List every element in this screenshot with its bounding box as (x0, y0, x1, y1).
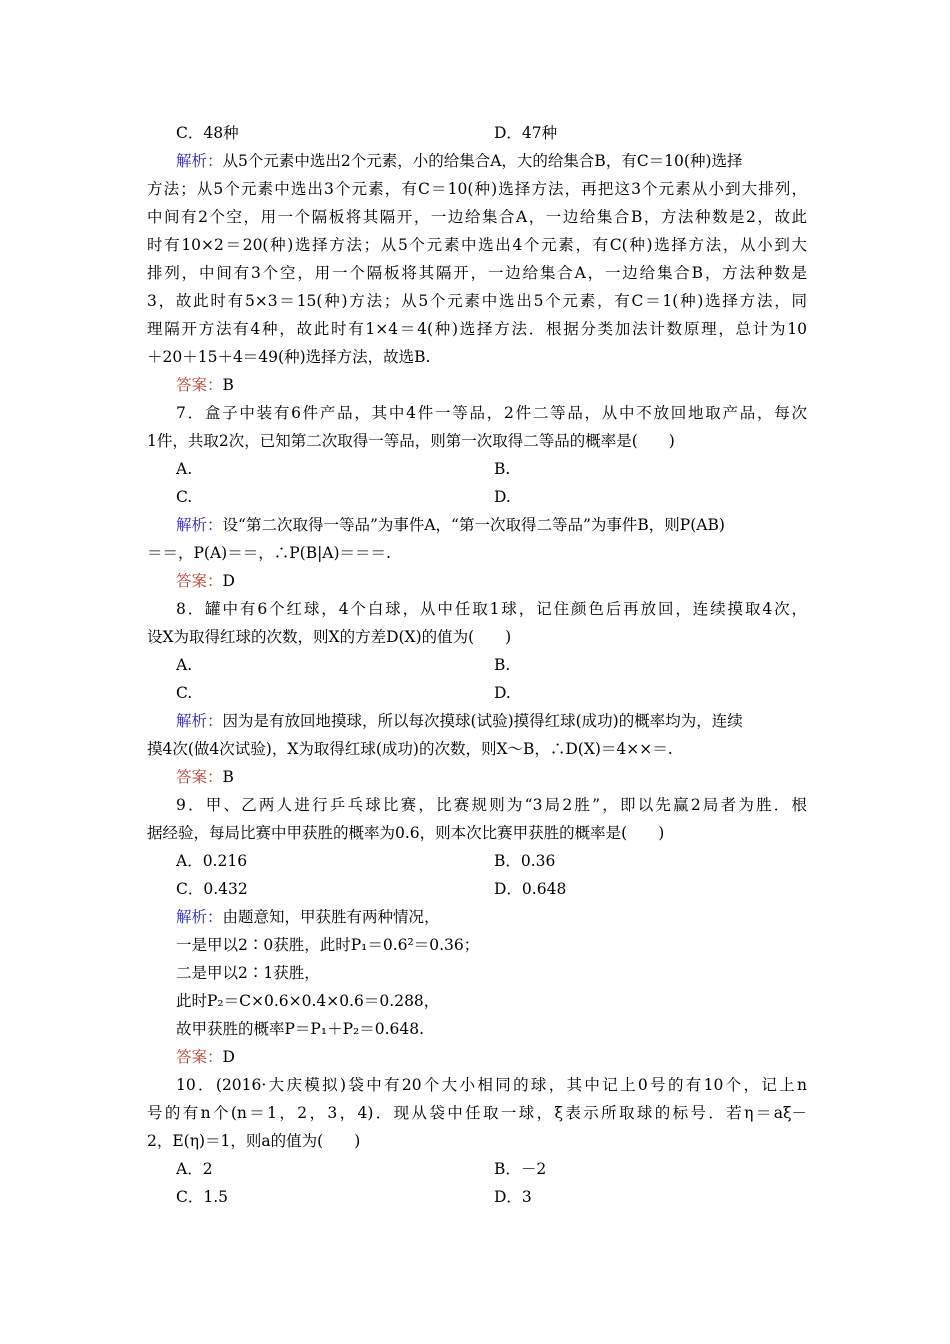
q8-answer: 答案：B (176, 768, 234, 786)
q6-answer: 答案：B (176, 376, 234, 394)
q6-option-c: C．48种 (176, 124, 239, 142)
q9-explanation-line-1: 解析：由题意知，甲获胜有两种情况， (176, 908, 440, 926)
q8-option-a: A. (176, 656, 193, 674)
answer-label: 答案： (176, 768, 223, 786)
q8-explanation-line-2: 摸4次(做4次试验)，X为取得红球(成功)的次数，则X～B，∴D(X)＝4××＝. (147, 740, 673, 758)
q6-explanation-line-6: 3，故此时有5×3＝15(种)方法；从5个元素中选出5个元素，有C＝1(种)选择方法，同 (147, 292, 807, 310)
q6-explanation-line-8: ＋20＋15＋4＝49(种)选择方法，故选B. (147, 348, 431, 366)
q9-explanation-line-5: 故甲获胜的概率P＝P₁＋P₂＝0.648. (176, 1020, 425, 1038)
q7-option-a: A. (176, 460, 193, 478)
q8-stem-line-1: 8．罐中有6个红球，4个白球，从中任取1球，记住颜色后再放回，连续摸取4次， (176, 600, 807, 618)
q10-stem-line-3: 2，E(η)＝1，则a的值为( ) (147, 1132, 361, 1150)
q10-stem-line-1: 10．(2016·大庆模拟)袋中有20个大小相同的球，其中记上0号的有10个，记上n (176, 1076, 807, 1094)
q7-option-c: C. (176, 488, 193, 506)
q8-stem-line-2: 设X为取得红球的次数，则X的方差D(X)的值为( ) (147, 628, 512, 646)
explanation-label: 解析： (176, 712, 223, 730)
q6-explanation-line-4: 时有10×2＝20(种)选择方法；从5个元素中选出4个元素，有C(种)选择方法，从小到大 (147, 236, 807, 254)
answer-label: 答案： (176, 1048, 223, 1066)
q10-option-a: A．2 (176, 1160, 213, 1178)
q8-option-c: C. (176, 684, 193, 702)
q7-option-d: D. (494, 488, 511, 506)
q7-explanation-line-2: ＝＝，P(A)＝＝，∴P(B|A)＝＝＝. (147, 544, 391, 562)
q6-explanation-line-2: 方法；从5个元素中选出3个元素，有C＝10(种)选择方法，再把这3个元素从小到大排列， (147, 180, 807, 198)
q6-explanation-line-7: 理隔开方法有4种，故此时有1×4＝4(种)选择方法．根据分类加法计数原理，总计为10 (147, 320, 807, 338)
q7-stem-line-1: 7．盒子中装有6件产品，其中4件一等品，2件二等品，从中不放回地取产品，每次 (176, 404, 807, 422)
explanation-label: 解析： (176, 516, 223, 534)
q9-explanation-line-4: 此时P₂＝C×0.6×0.4×0.6＝0.288， (176, 992, 440, 1010)
q6-explanation-line-1: 解析：从5个元素中选出2个元素，小的给集合A，大的给集合B，有C＝10(种)选择 (176, 152, 743, 170)
answer-label: 答案： (176, 376, 223, 394)
q9-option-a: A．0.216 (176, 852, 248, 870)
q9-option-d: D．0.648 (494, 880, 567, 898)
q9-option-b: B．0.36 (494, 852, 556, 870)
q10-option-d: D．3 (494, 1188, 532, 1206)
q8-explanation-line-1: 解析：因为是有放回地摸球，所以每次摸球(试验)摸得红球(成功)的概率均为，连续 (176, 712, 743, 730)
q9-answer: 答案：D (176, 1048, 235, 1066)
q8-option-b: B. (494, 656, 511, 674)
q9-explanation-line-2: 一是甲以2∶0获胜，此时P₁＝0.6²＝0.36； (176, 936, 480, 954)
q7-option-b: B. (494, 460, 511, 478)
q9-stem-line-1: 9．甲、乙两人进行乒乓球比赛，比赛规则为“3局2胜”，即以先赢2局者为胜．根 (176, 796, 808, 814)
q7-explanation-line-1: 解析：设“第二次取得一等品”为事件A，“第一次取得二等品”为事件B，则P(AB) (176, 516, 725, 534)
explanation-label: 解析： (176, 152, 223, 170)
q6-option-d: D．47种 (494, 124, 558, 142)
q9-option-c: C．0.432 (176, 880, 248, 898)
q10-option-c: C．1.5 (176, 1188, 229, 1206)
explanation-label: 解析： (176, 908, 223, 926)
answer-label: 答案： (176, 572, 223, 590)
q7-answer: 答案：D (176, 572, 235, 590)
q6-explanation-line-3: 中间有2个空，用一个隔板将其隔开，一边给集合A，一边给集合B，方法种数是2，故此 (147, 208, 807, 226)
q6-explanation-line-5: 排列，中间有3个空，用一个隔板将其隔开，一边给集合A，一边给集合B，方法种数是 (147, 264, 807, 282)
q7-stem-line-2: 1件，共取2次，已知第二次取得一等品，则第一次取得二等品的概率是( ) (147, 432, 675, 450)
q10-option-b: B．－2 (494, 1160, 547, 1178)
q9-explanation-line-3: 二是甲以2∶1获胜， (176, 964, 320, 982)
q8-option-d: D. (494, 684, 511, 702)
q10-stem-line-2: 号的有n个(n＝1，2，3，4)．现从袋中任取一球，ξ表示所取球的标号．若η＝aξ－ (147, 1104, 807, 1122)
q9-stem-line-2: 据经验，每局比赛中甲获胜的概率为0.6，则本次比赛甲获胜的概率是( ) (147, 824, 665, 842)
